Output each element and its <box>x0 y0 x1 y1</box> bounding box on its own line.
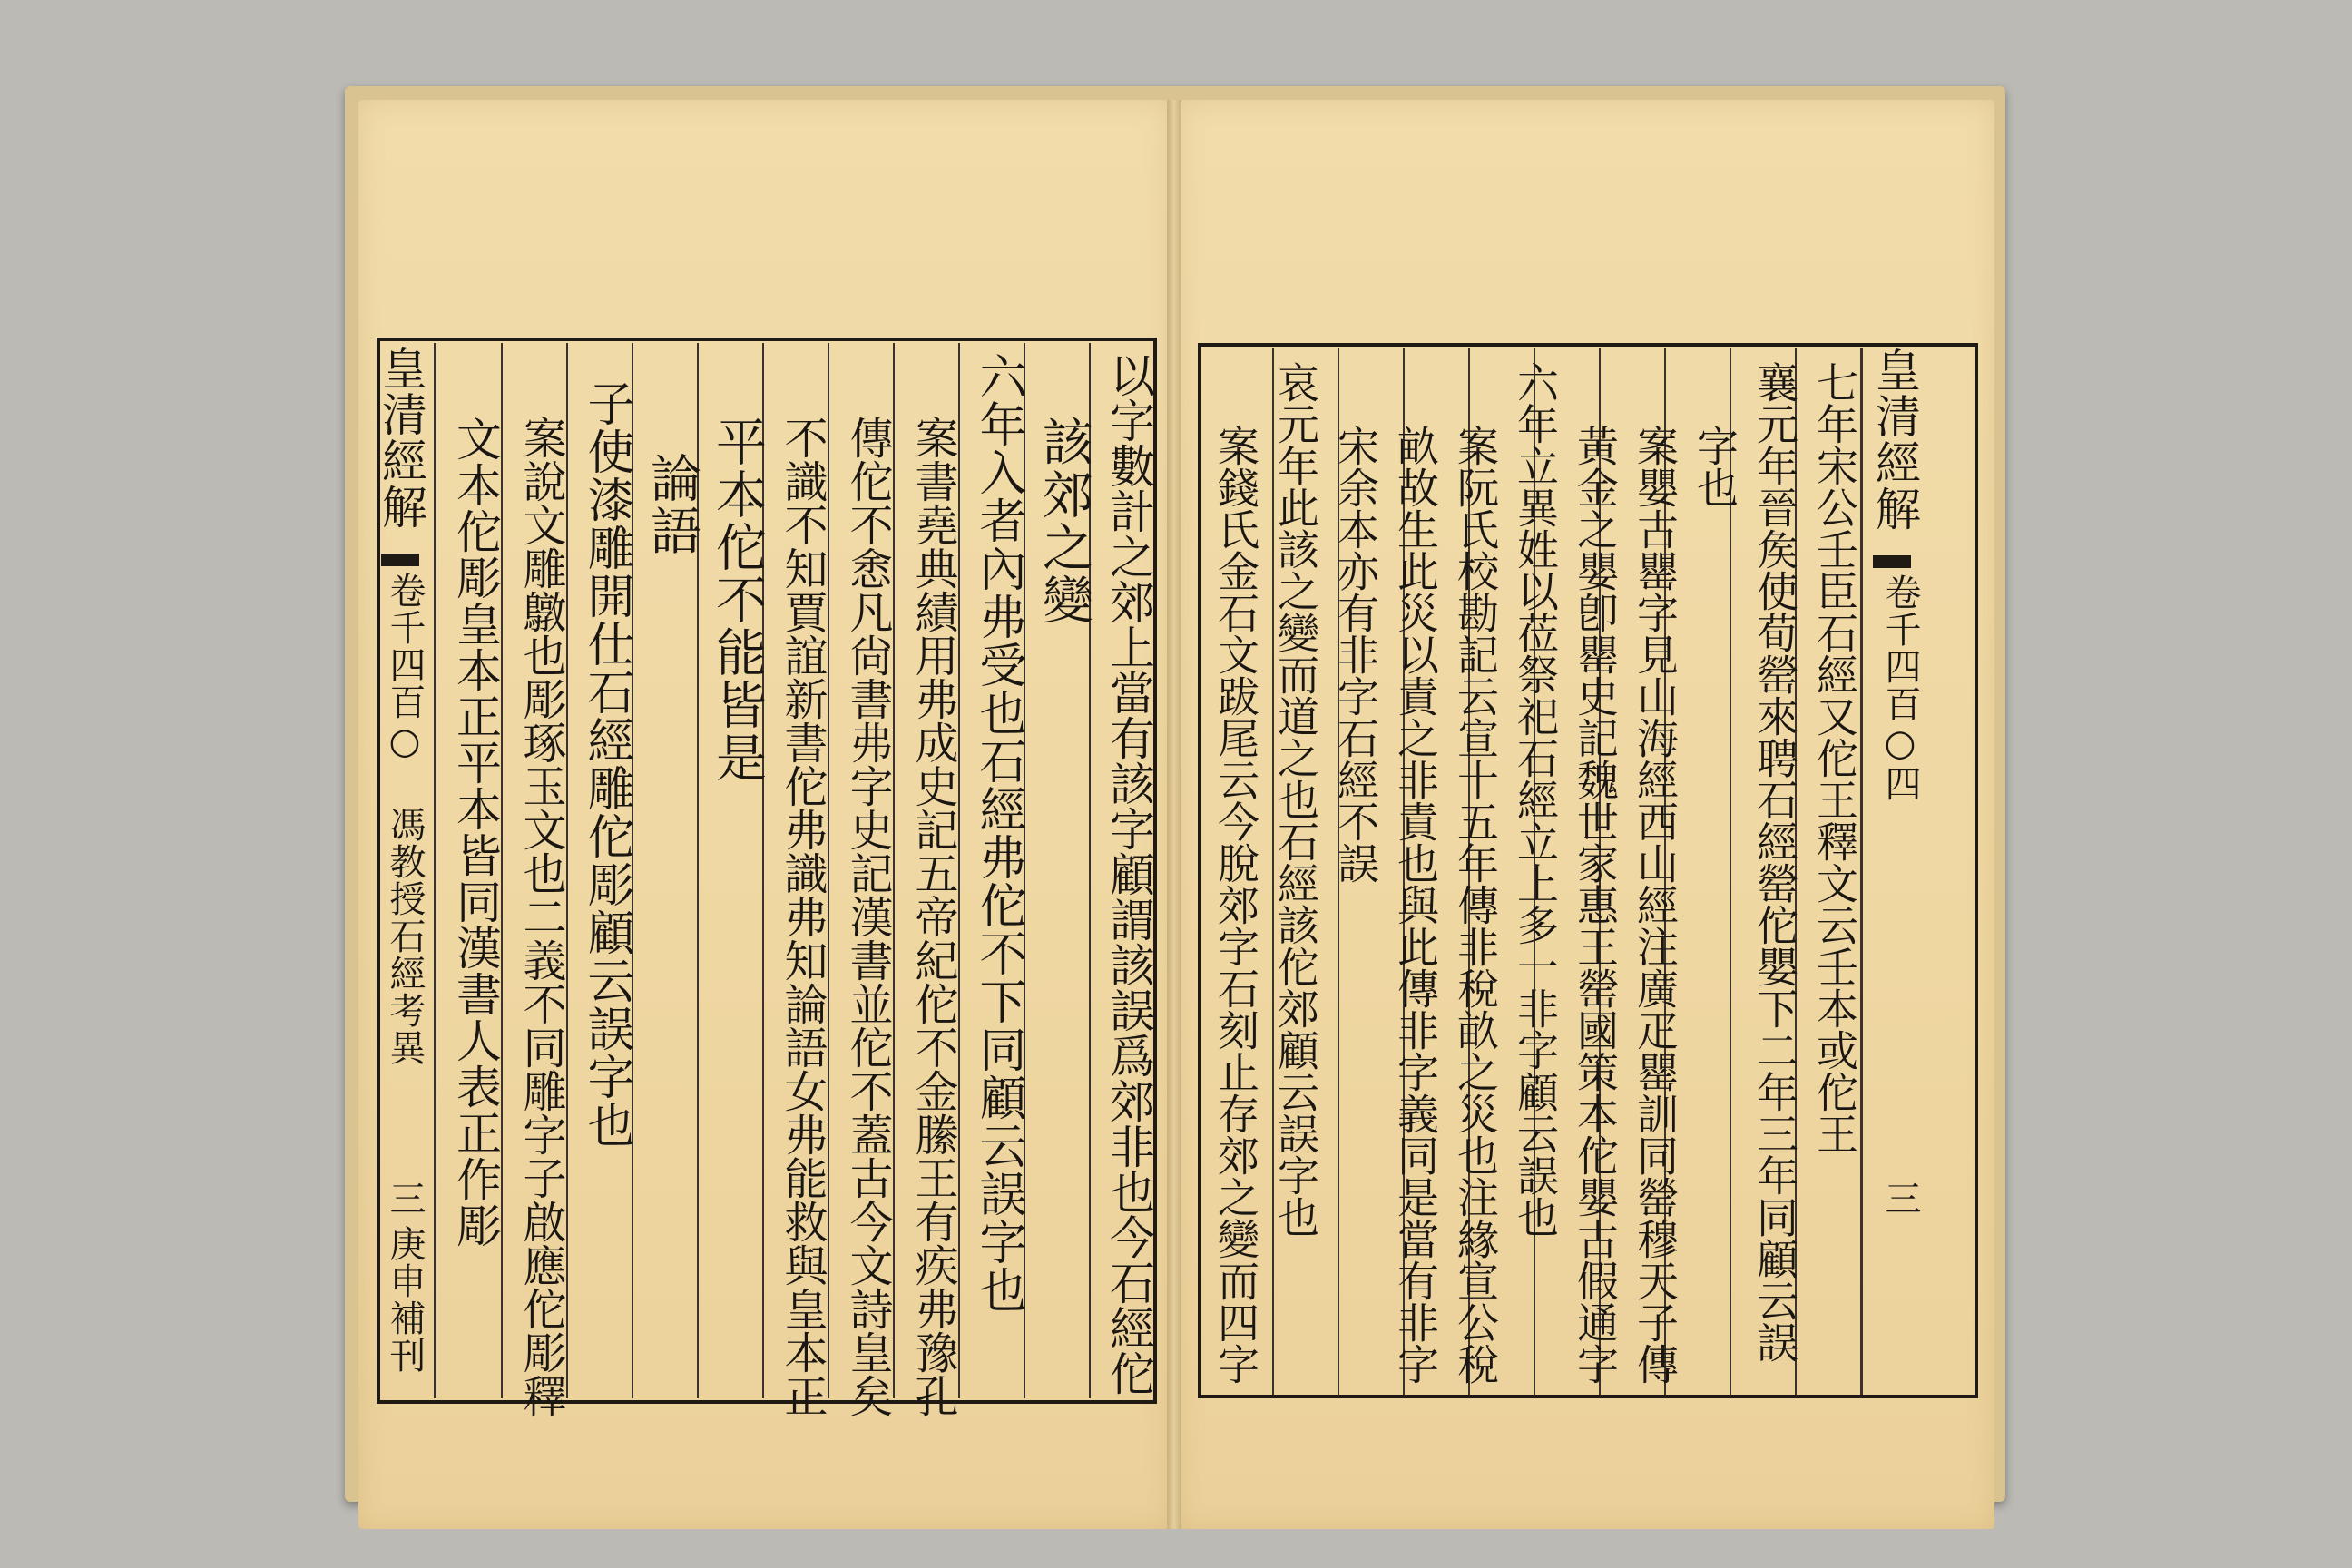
text-column: 子使漆雕開仕石經雕佗彫顧云誤字也 <box>579 379 633 1149</box>
section-heading: 論語 <box>642 452 701 557</box>
text-column: 傳佗不悆凡尙書弗字史記漢書並佗不蓋古今文詩皇矣 <box>842 416 893 1417</box>
text-column: 該郊之變 <box>1034 416 1093 626</box>
margin-volume: 卷千四百○四 <box>1879 573 1921 802</box>
text-column: 黃金之嬰卽罌史記魏世家惠王罃國策本佗嬰古假通字 <box>1571 425 1620 1385</box>
margin-volume: 卷千四百○ 馮教授石經考異 <box>384 572 426 1066</box>
text-column: 案阮氏校勘記云宣十五年傳非稅畝之災也注緣宣公稅 <box>1451 425 1500 1385</box>
margin-rule <box>434 343 436 1398</box>
text-column: 畝故生此災以責之非責也與此傳非字義同是當有非字 <box>1391 425 1440 1385</box>
text-column: 文本佗彫皇本正平本皆同漢書人表正作彫 <box>449 416 502 1249</box>
margin-title: 皇清經解 <box>375 345 427 530</box>
margin-title: 皇清經解 <box>1868 347 1921 532</box>
text-column: 案錢氏金石文跋尾云今脫郊字石刻止存郊之變而四字 <box>1211 425 1260 1385</box>
text-column: 不識不知賈誼新書佗弗識弗知論語女弗能救與皇本正 <box>777 416 828 1417</box>
margin-note: 庚申補刊 <box>384 1225 426 1374</box>
text-column: 平本佗不能皆是 <box>708 416 767 784</box>
fish-tail-mark <box>1873 555 1911 568</box>
text-column: 哀元年此該之變而道之也石經該佗郊顧云誤字也 <box>1271 361 1320 1238</box>
text-column: 案書堯典績用弗成史記五帝紀佗不金縢王有疾弗豫孔 <box>907 416 958 1417</box>
text-column: 六年立異姓以莅祭祀石經立上多一非字顧云誤也 <box>1511 361 1560 1238</box>
text-column: 宋余本亦有非字石經不誤 <box>1331 425 1380 884</box>
text-column: 案嬰古罌字見山海經西山經注廣疋罌訓同罃穆天子傳 <box>1631 425 1680 1385</box>
fish-tail-mark <box>381 554 419 566</box>
text-column: 以字數計之郊上當有該字顧謂該誤爲郊非也今石經佗 <box>1102 352 1155 1396</box>
text-column: 六年入者內弗受也石經弗佗不下同顧云誤字也 <box>971 352 1025 1314</box>
text-column: 七年宋公壬臣石經又佗王釋文云壬本或佗王 <box>1810 361 1859 1154</box>
margin-page-number: 三 <box>1879 1180 1921 1217</box>
text-column: 襄元年晉矦使荀罃來聘石經罃佗嬰下二年三年同顧云誤 <box>1750 361 1799 1363</box>
margin-page-number: 三 <box>384 1180 426 1217</box>
book-gutter <box>1167 100 1181 1529</box>
text-column: 案說文雕鷻也彫琢玉文也二義不同雕字子啟應佗彫釋 <box>515 416 566 1417</box>
text-column: 字也 <box>1690 425 1740 508</box>
